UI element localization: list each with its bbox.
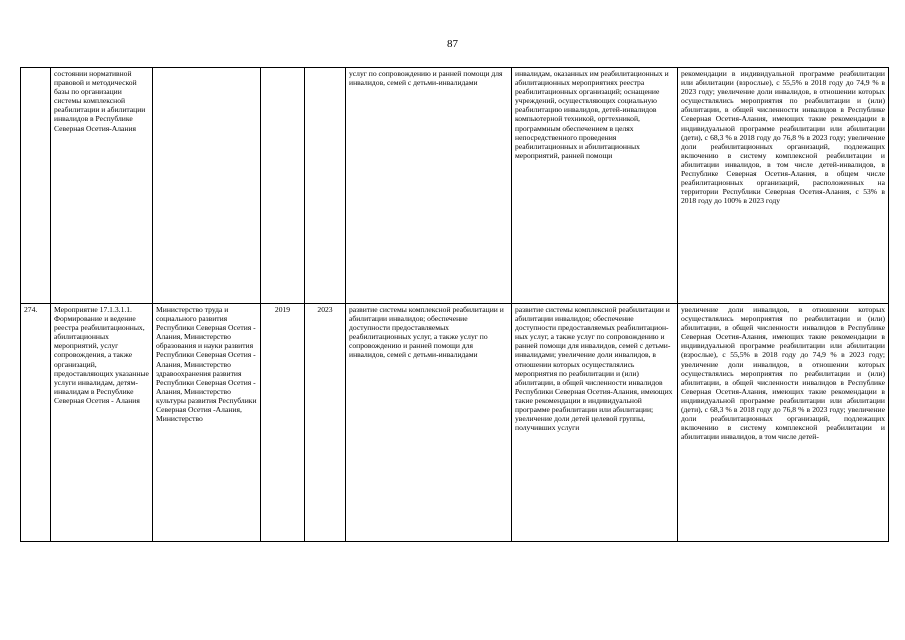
expected-result-cell: развитие системы комплексной реабилитации и абилитации инвалидов; обеспечение доступности предоставляемых реабилитационных услуг, а также услуг по сопровождению и ранней помощи для инвалидов, семей с детьми-инвалидами — [346, 304, 512, 542]
year-end-cell — [305, 68, 346, 304]
year-start-cell — [261, 68, 305, 304]
table-row — [21, 68, 889, 304]
row-number-cell — [21, 68, 51, 304]
table-row — [21, 304, 889, 542]
executor-cell — [153, 68, 261, 304]
page-number: 87 — [447, 38, 458, 50]
year-start-cell: 2019 — [261, 304, 305, 542]
indicator-cell: рекомендации в индивидуальной программе реабилитации или абилитации (взрослые), с 55,5% в 2018 году до 74,9 % в 2023 году; увеличение доли инвалидов, в отношении которых осуществлялись мероприятия по реабилитации и (или) абилитации, в общей численности инвалидов в Республике Северная Осетия-Алания, имеющих такие рекомендации в индивидуальной программе реабилитации или абилитации (дети), с 68,3 % в 2018 году до 76,8 % в 2023 году; увеличение доли реабилитационных организаций, подлежащих включению в систему комплексной реабилитации и абилитации инвалидов, в том числе детей-инвалидов, в Республике Северная Осетия-Алания, в общем числе реабилитационных организаций, расположенных на территории Республики Северная Осетия-Алания, с 53% в 2018 году до 100% в 2023 году — [678, 68, 889, 304]
program-activities-table — [20, 67, 889, 542]
expected-result-cell: услуг по сопровождению и ранней помощи для инвалидов, семей с детьми-инвалидами — [346, 68, 512, 304]
indicator-cell: увеличение доли инвалидов, в отношении которых осуществлялись мероприятия по реабилитации и (или) абилитации, в общей численности инвалидов в Республике Северная Осетия-Алания, имеющих такие рекомендации в индивидуальной программе реабилитации или абилитации (взрослые), с 55,5% в 2018 году до 74,9 % в 2023 году; увеличение доли инвалидов, в отношении которых осуществлялись мероприятия по реабилитации и (или) абилитации, в общей численности инвалидов в Республике Северная Осетия-Алания, имеющих такие рекомендации в индивидуальной программе реабилитации или абилитации (дети), с 68,3 % в 2018 году до 76,8 % в 2023 году; увеличение доли реабилитационных организаций, подлежащих включению в систему комплексной реабилитации и абилитации инвалидов, в том числе детей- — [678, 304, 889, 542]
activity-cell: состоянии нормативной правовой и методической базы по организации системы комплексной реабилитации и абилитации инвалидов в Республике Северная Осетия-Алания — [51, 68, 153, 304]
result-detail-cell: инвалидам, оказанных им реабилитационных и абилитационных мероприятиях реестра реабилитационных организаций; оснащение учреждений, осуществляющих социальную реабилитацию инвалидов, детей-инвалидов компьютерной техникой, оргтехникой, программным обеспечением в целях непосредственного проведения реабилитационных и абилитационных мероприятий, ранней помощи — [512, 68, 678, 304]
executor-cell: Министерство труда и социального развития Республики Северная Осетия - Алания, Министерство образования и науки развития Республики Северная Осетия - Алания, Министерство здравоохранения развития Республики Северная Осетия - Алания, Министерство культуры развития Республики Северная Осетия -Алания, Министерство — [153, 304, 261, 542]
activity-cell: Мероприятие 17.1.3.1.1. Формирование и ведение реестра реабилитационных, абилитационных мероприятий, услуг сопровождения, а также организаций, предоставляющих указанные услуги инвалидам, детям-инвалидам в Республике Северная Осетия - Алания — [51, 304, 153, 542]
year-end-cell: 2023 — [305, 304, 346, 542]
row-number-cell: 274. — [21, 304, 51, 542]
result-detail-cell: развитие системы комплексной реабилитации и абилитации инвалидов; обеспечение доступности предоставляемых реабилитацион-ных услуг, а также услуг по сопровождению и ранней помощи для инвалидов, семей с детьми-инвалидами; увеличение доли инвалидов, в отношении которых осуществлялись мероприятия по реабилитации и (или) абилитации, в общей численности инвалидов Республики Северная Осетия-Алания, имеющих такие рекомендации в индивидуальной программе реабилитации или абилитации; увеличение доли детей целевой группы, получивших услуги — [512, 304, 678, 542]
